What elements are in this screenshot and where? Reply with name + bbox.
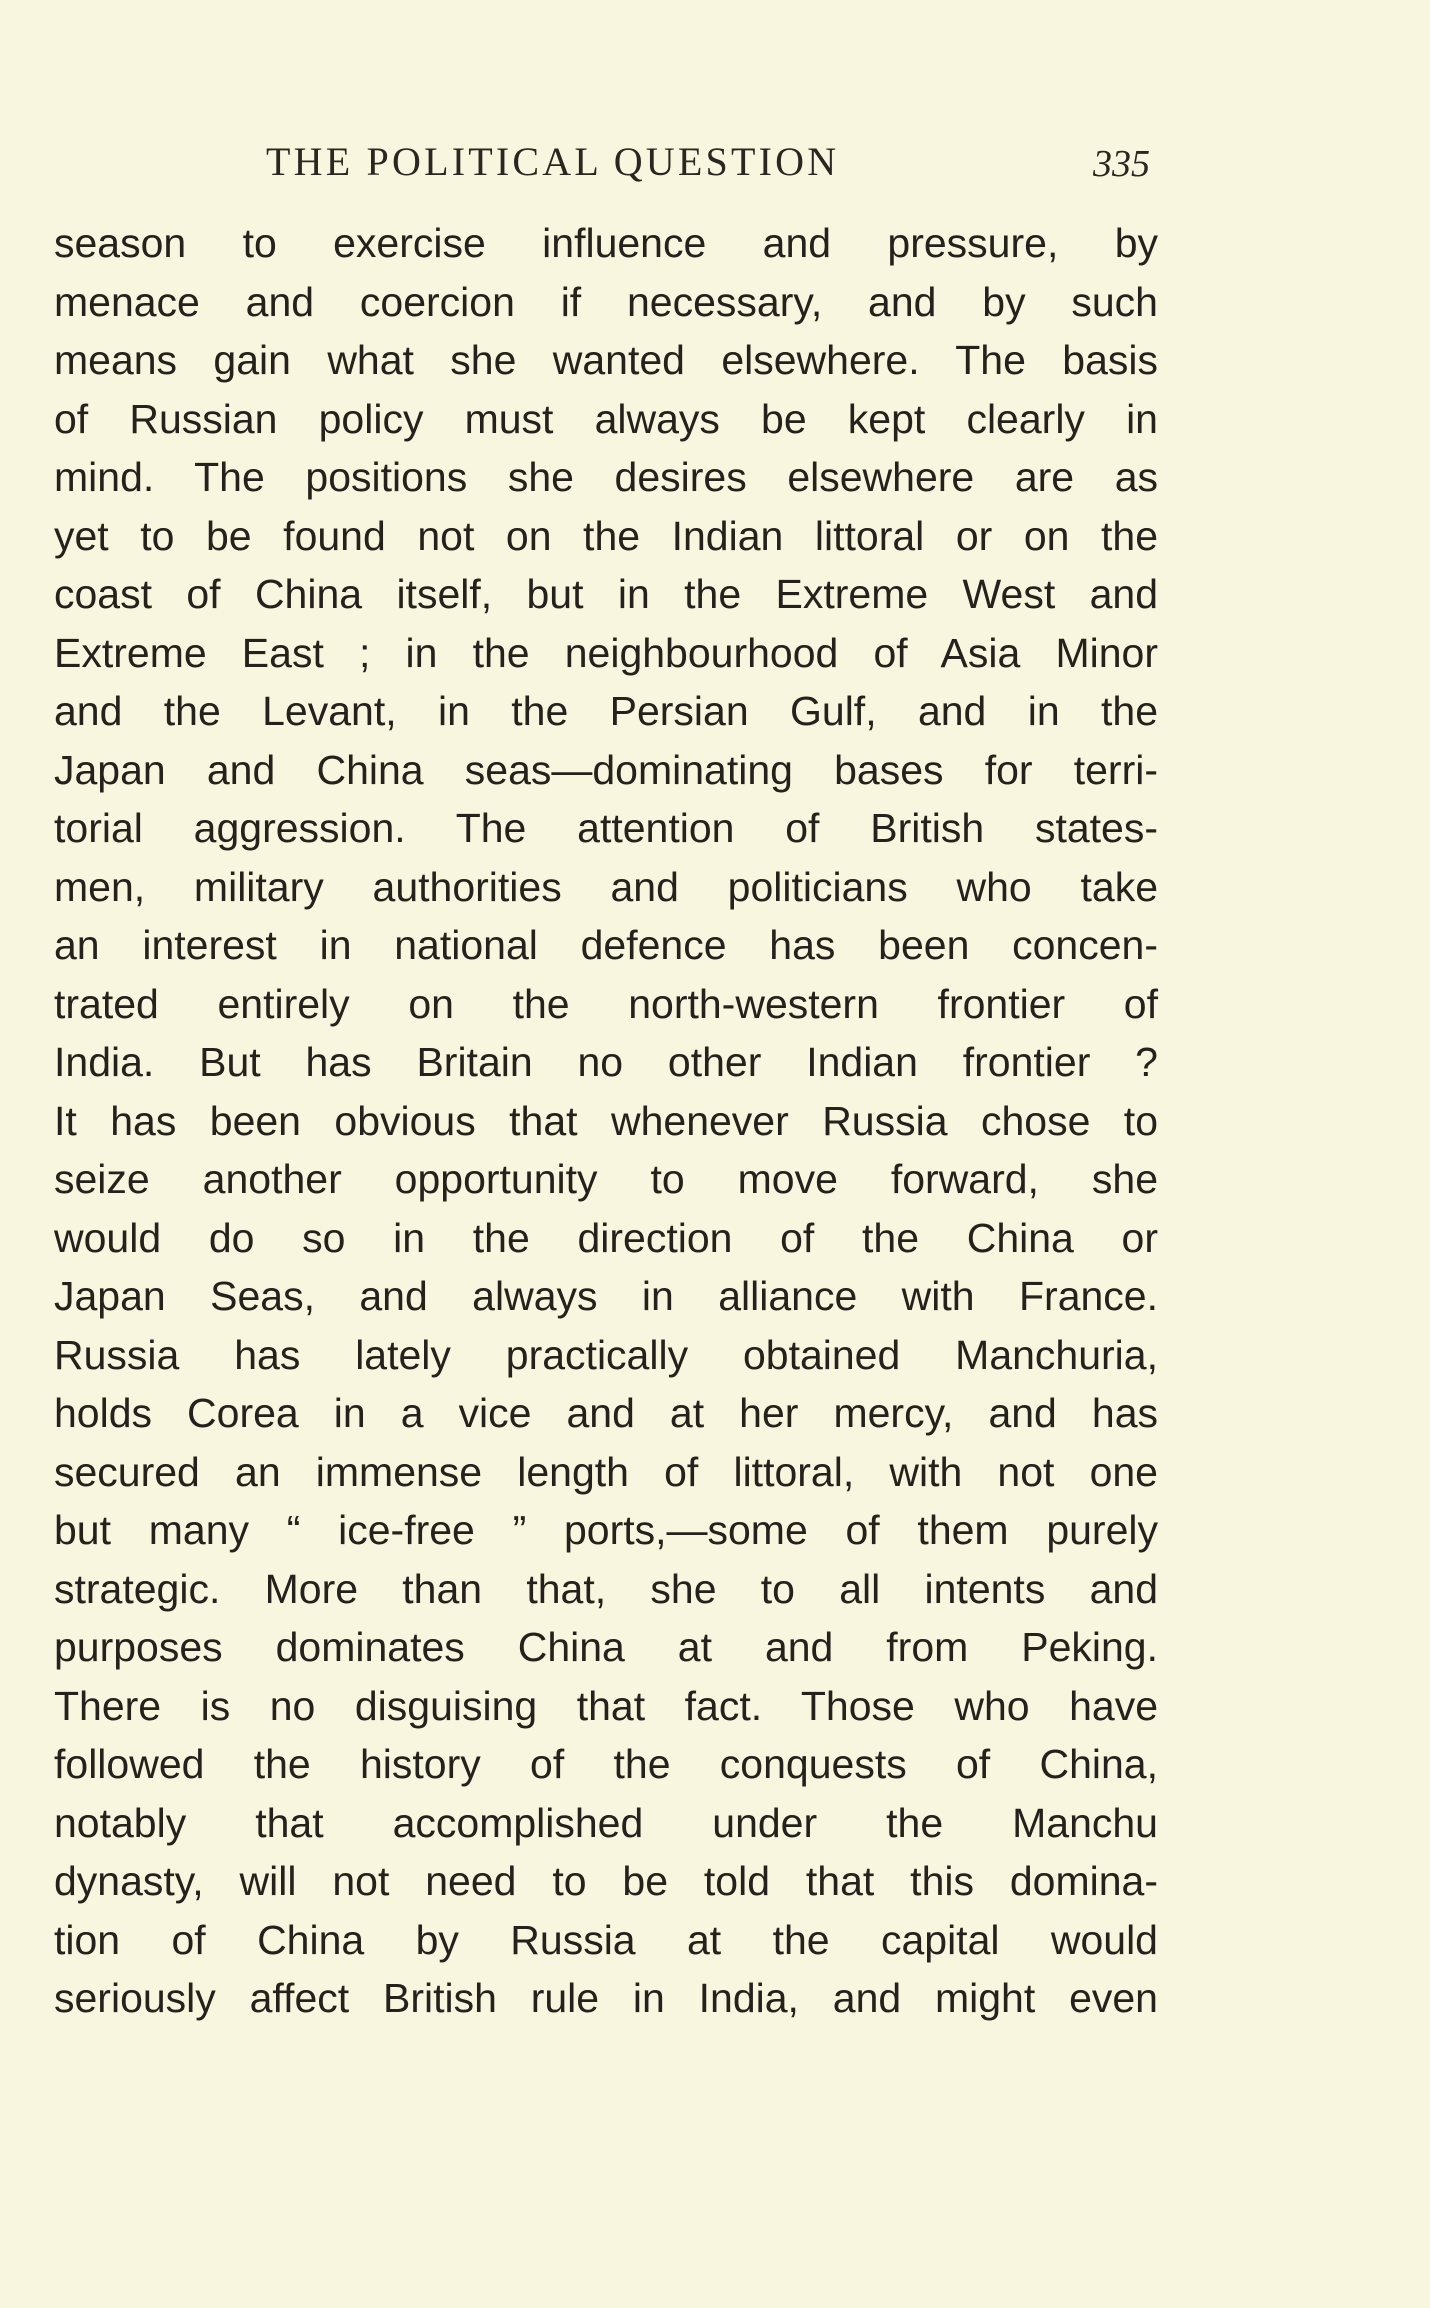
text-line: Japan Seas, and always in alliance with France. — [54, 1273, 1158, 1319]
text-line: and the Levant, in the Persian Gulf, and in the — [54, 688, 1158, 734]
text-line: notably that accomplished under the Manchu — [54, 1799, 1158, 1846]
text-line: means gain what she wanted elsewhere. The basis — [54, 337, 1158, 383]
text-line: an interest in national defence has been concen- — [54, 922, 1158, 968]
text-line: yet to be found not on the Indian littoral or on the — [54, 512, 1158, 559]
text-line: trated entirely on the north-western frontier of — [54, 980, 1158, 1027]
text-line: strategic. More than that, she to all intents and — [54, 1565, 1158, 1612]
text-line: It has been obvious that whenever Russia chose to — [54, 1097, 1158, 1144]
text-line: coast of China itself, but in the Extreme West and — [54, 571, 1158, 617]
text-line: mind. The positions she desires elsewhere are as — [54, 454, 1158, 500]
text-line: There is no disguising that fact. Those who have — [54, 1682, 1158, 1729]
running-header — [0, 138, 1430, 198]
text-line: would do so in the direction of the China or — [54, 1214, 1158, 1261]
text-line: Japan and China seas—dominating bases for terri- — [54, 746, 1158, 793]
text-line: Extreme East ; in the neighbourhood of Asia Minor — [54, 629, 1158, 676]
body-text — [54, 214, 1158, 2028]
text-line: tion of China by Russia at the capital would — [54, 1916, 1158, 1963]
running-title: THE POLITICAL QUESTION — [266, 139, 840, 184]
page-number: 335 — [1093, 143, 1150, 185]
text-line: men, military authorities and politicians who take — [54, 863, 1158, 910]
text-line: of Russian policy must always be kept clearly in — [54, 395, 1158, 442]
text-line: but many “ ice-free ” ports,—some of them purely — [54, 1507, 1158, 1553]
text-line: seize another opportunity to move forward, she — [54, 1156, 1158, 1202]
text-line: India. But has Britain no other Indian frontier ? — [54, 1039, 1158, 1085]
text-line: season to exercise influence and pressure, by — [54, 220, 1158, 266]
text-line: dynasty, will not need to be told that this domina- — [54, 1858, 1158, 1904]
text-line: menace and coercion if necessary, and by such — [54, 278, 1158, 325]
text-line: seriously affect British rule in India, and might even — [54, 1975, 1158, 2021]
text-line: followed the history of the conquests of China, — [54, 1741, 1158, 1787]
text-line: torial aggression. The attention of British states- — [54, 805, 1158, 851]
text-line: secured an immense length of littoral, with not one — [54, 1448, 1158, 1495]
text-line: purposes dominates China at and from Peking. — [54, 1624, 1158, 1670]
text-line: holds Corea in a vice and at her mercy, and has — [54, 1390, 1158, 1436]
text-line: Russia has lately practically obtained Manchuria, — [54, 1331, 1158, 1378]
